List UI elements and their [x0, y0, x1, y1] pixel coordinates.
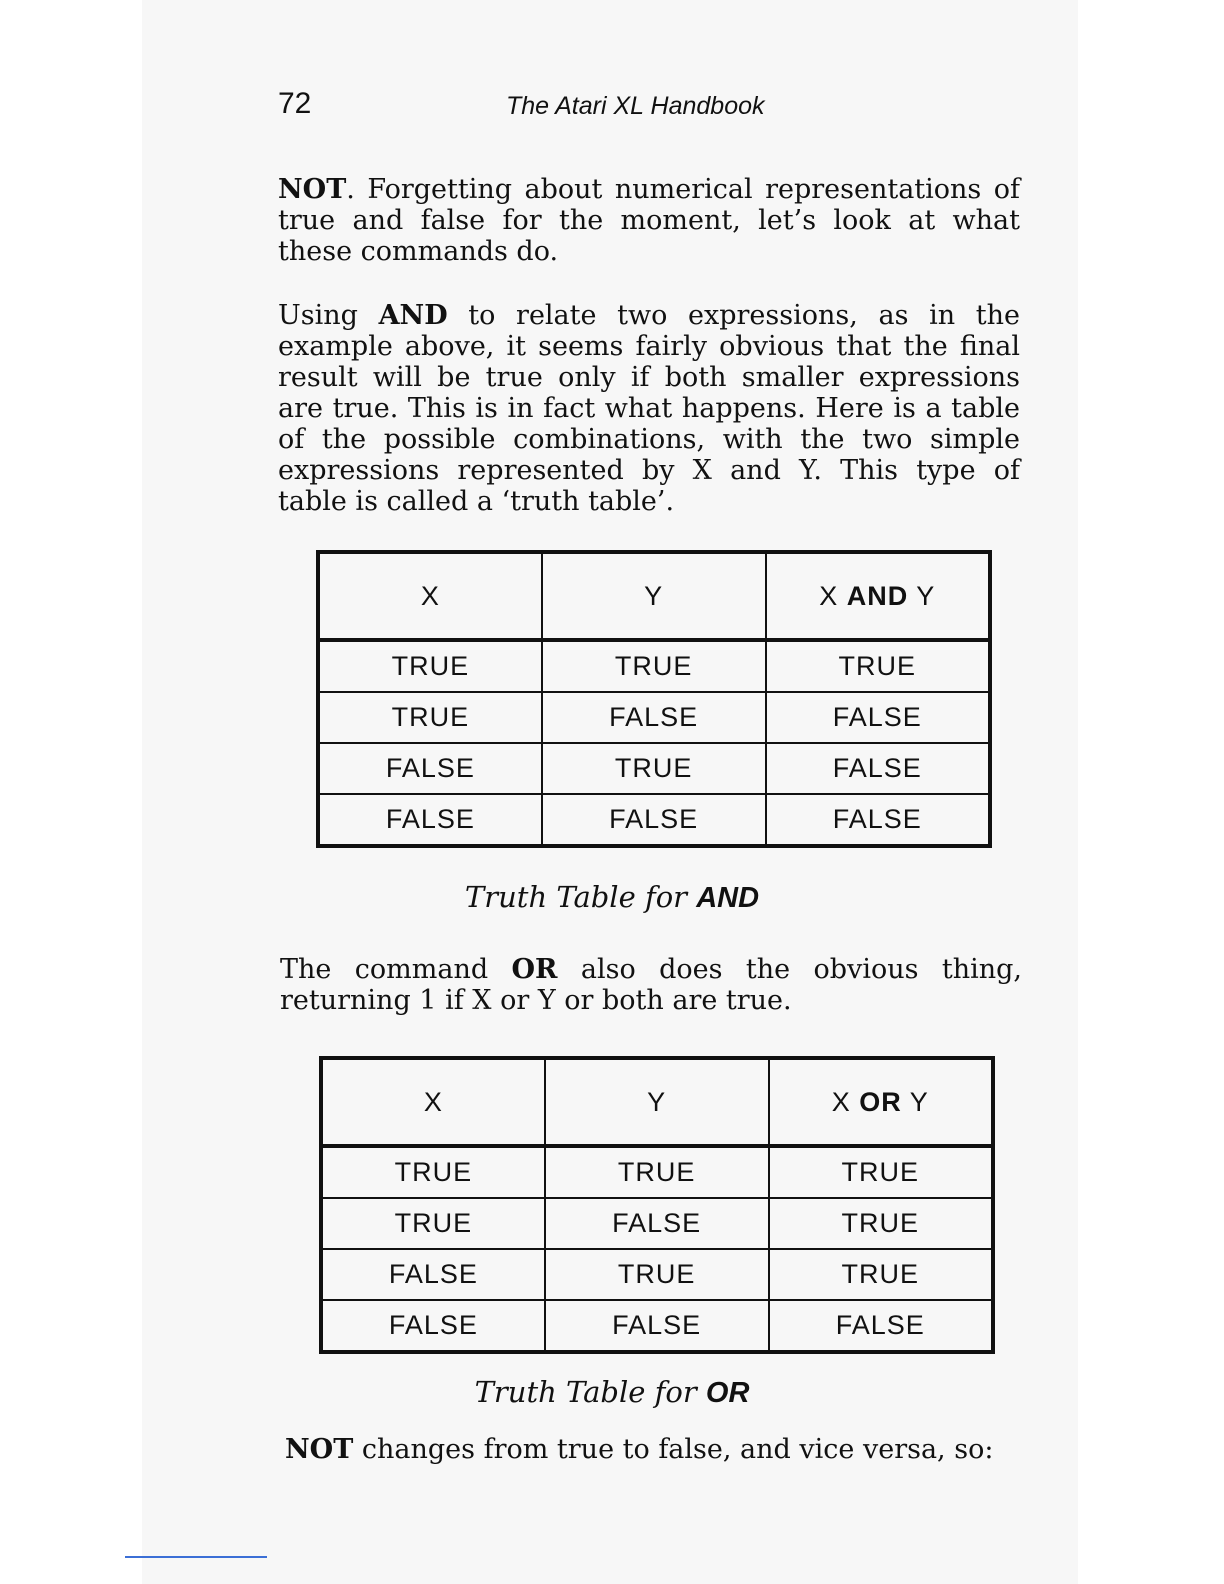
caption-operator: OR [705, 1377, 750, 1409]
paragraph-text: Using [278, 300, 379, 331]
table-row [321, 1198, 993, 1249]
header-text: Y [908, 580, 936, 611]
table-row [321, 1146, 993, 1198]
table-cell: FALSE [766, 743, 990, 794]
page-header [278, 84, 1022, 128]
header-operator: OR [859, 1086, 902, 1117]
table-row [321, 1249, 993, 1300]
table-cell: TRUE [321, 1198, 545, 1249]
table-cell: TRUE [542, 743, 766, 794]
paragraph-or-explanation [280, 954, 1022, 1016]
caption-operator: AND [696, 882, 760, 914]
column-header-result [769, 1058, 993, 1146]
column-header-y: Y [542, 552, 766, 640]
header-text: Y [901, 1086, 929, 1117]
paragraph-not-definition [285, 1434, 1021, 1465]
column-header-result [766, 552, 990, 640]
paragraph-not-intro [278, 174, 1020, 267]
table-cell: FALSE [318, 794, 542, 846]
table-cell: FALSE [321, 1300, 545, 1352]
table-cell: TRUE [318, 640, 542, 692]
header-operator: AND [846, 580, 909, 611]
caption-text: Truth Table for [474, 1375, 706, 1409]
paragraph-text: The command [280, 954, 512, 985]
column-header-x: X [318, 552, 542, 640]
table-header-row [318, 552, 990, 640]
table-row [321, 1300, 993, 1352]
and-table-caption [0, 879, 1224, 916]
header-text: X [831, 1086, 860, 1117]
table-header-row [321, 1058, 993, 1146]
table-cell: TRUE [318, 692, 542, 743]
paragraph-and-explanation [278, 300, 1020, 517]
table-cell: FALSE [321, 1249, 545, 1300]
paragraph-text: . Forgetting about numerical representations of true and false for the moment, let’s look at what these commands do. [278, 174, 1020, 267]
term-not: NOT [278, 174, 347, 205]
table-row [318, 743, 990, 794]
page-number: 72 [278, 87, 312, 120]
table-cell: FALSE [545, 1300, 769, 1352]
table-cell: FALSE [545, 1198, 769, 1249]
table-cell: FALSE [318, 743, 542, 794]
caption-text: Truth Table for [464, 880, 697, 914]
or-truth-table [319, 1056, 995, 1354]
table-cell: FALSE [542, 794, 766, 846]
and-truth-table [316, 550, 992, 848]
table-cell: TRUE [766, 640, 990, 692]
running-title: The Atari XL Handbook [506, 92, 765, 120]
column-header-y: Y [545, 1058, 769, 1146]
table-cell: TRUE [545, 1146, 769, 1198]
table-cell: FALSE [769, 1300, 993, 1352]
or-table-caption [0, 1374, 1224, 1411]
table-row [318, 640, 990, 692]
table-cell: TRUE [769, 1198, 993, 1249]
footer-rule [125, 1556, 267, 1558]
table-row [318, 794, 990, 846]
table-cell: TRUE [542, 640, 766, 692]
table-cell: TRUE [321, 1146, 545, 1198]
table-cell: TRUE [769, 1146, 993, 1198]
table-cell: FALSE [766, 692, 990, 743]
table-cell: TRUE [769, 1249, 993, 1300]
paragraph-text: to relate two expressions, as in the example above, it seems fairly obvious that the final result will be true only if both smaller expressions are true. This is in fact what happens. Here is a table of the possible combinations, with the two simple expressions represented by X and Y. This type of table is called a ‘truth table’. [278, 300, 1020, 517]
column-header-x: X [321, 1058, 545, 1146]
table-cell: TRUE [545, 1249, 769, 1300]
term-or: OR [511, 954, 558, 985]
paragraph-text: changes from true to false, and vice versa, so: [353, 1434, 994, 1465]
paragraph-text: also does the obvious thing, returning 1 if X or Y or both are true. [280, 954, 1022, 1016]
term-and: AND [378, 300, 448, 331]
term-not: NOT [285, 1434, 354, 1465]
table-cell: FALSE [766, 794, 990, 846]
header-text: X [819, 580, 847, 611]
table-cell: FALSE [542, 692, 766, 743]
table-row [318, 692, 990, 743]
